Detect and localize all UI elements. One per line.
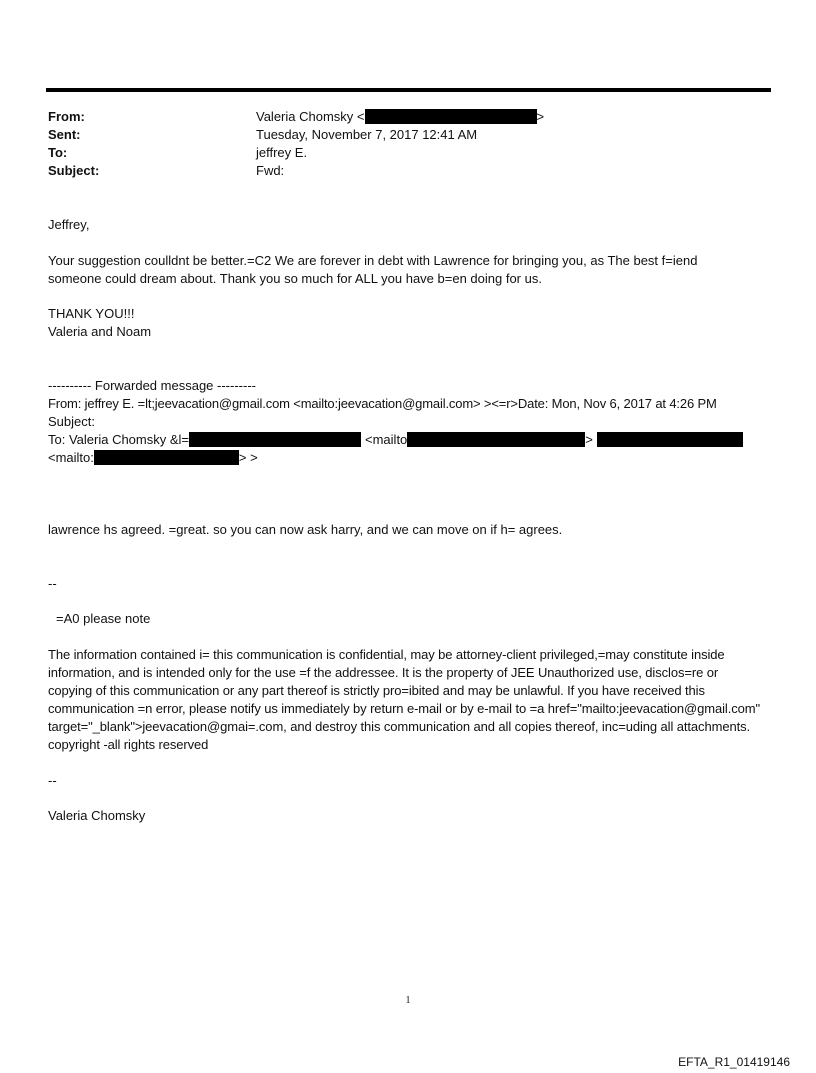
from-name: Valeria Chomsky < [256, 109, 365, 124]
from-value [256, 108, 544, 126]
forward-to-prefix: To: Valeria Chomsky &l= [48, 432, 190, 447]
signature-name: Valeria Chomsky [48, 808, 146, 823]
sent-label: Sent: [48, 127, 81, 142]
page-number: 1 [405, 995, 411, 1006]
from-close: > [536, 109, 545, 124]
forward-mailto-line [48, 449, 768, 467]
forward-mailto-close: > > [238, 450, 258, 465]
thanks-line: THANK YOU!!! [48, 306, 135, 321]
redaction-box [407, 432, 585, 447]
please-note-line: =A0 please note [56, 611, 151, 626]
forward-subject-line: Subject: [48, 414, 95, 429]
from-label: From: [48, 109, 85, 124]
forward-message: lawrence hs agreed. =great. so you can now ask harry, and we can move on if h= agrees. [48, 522, 563, 537]
subject-value: Fwd: [256, 163, 285, 178]
forward-to-line [48, 431, 768, 449]
greeting: Jeffrey, [48, 217, 90, 232]
forward-to-close: > [585, 432, 593, 447]
header-divider [46, 88, 771, 92]
to-value: jeffrey E. [256, 145, 308, 160]
body-line-1: Your suggestion coulldnt be better.=C2 We are forever in debt with Lawrence for bringing you, as The best f=iend [48, 253, 698, 268]
to-label: To: [48, 145, 68, 160]
signoff-line: Valeria and Noam [48, 324, 152, 339]
sent-value: Tuesday, November 7, 2017 12:41 AM [256, 127, 478, 142]
signature-dash-2: -- [48, 773, 57, 788]
forward-separator: ---------- Forwarded message --------- [48, 378, 256, 393]
forward-to-mailto: <mailto [365, 432, 408, 447]
body-line-2: someone could dream about. Thank you so much for ALL you have b=en doing for us. [48, 271, 542, 286]
redaction-box [189, 432, 361, 447]
bates-number: EFTA_R1_01419146 [678, 1055, 790, 1069]
subject-label: Subject: [48, 163, 100, 178]
redaction-box [365, 109, 537, 124]
disclaimer-paragraph: The information contained i= this communication is confidential, may be attorney-client privileged,=may constitute inside information, and is intended only for the use =f the addressee. It is the property of JEE Unauthorized use, disclos=re or copying of this communication or any part thereof is strictly pro=ibited and may be unlawful. If you have received this communication =n error, please notify us immediately by return e-mail or by e-mail to =a href="mailto:jeevacation@gmail.com" target="_blank">jeevacation@gmai=.com, and destroy this communication and all copies thereof, inc=uding all attachments. copyright -all rights reserved [48, 647, 760, 752]
signature-dash-1: -- [48, 576, 57, 591]
forward-mailto-prefix: <mailto: [48, 450, 94, 465]
forward-from-line: From: jeffrey E. =lt;jeevacation@gmail.com <mailto:jeevacation@gmail.com> ><=r>Date: Mon, Nov 6, 2017 at 4:26 PM [48, 396, 717, 411]
redaction-box [597, 432, 743, 447]
redaction-box [94, 450, 239, 465]
